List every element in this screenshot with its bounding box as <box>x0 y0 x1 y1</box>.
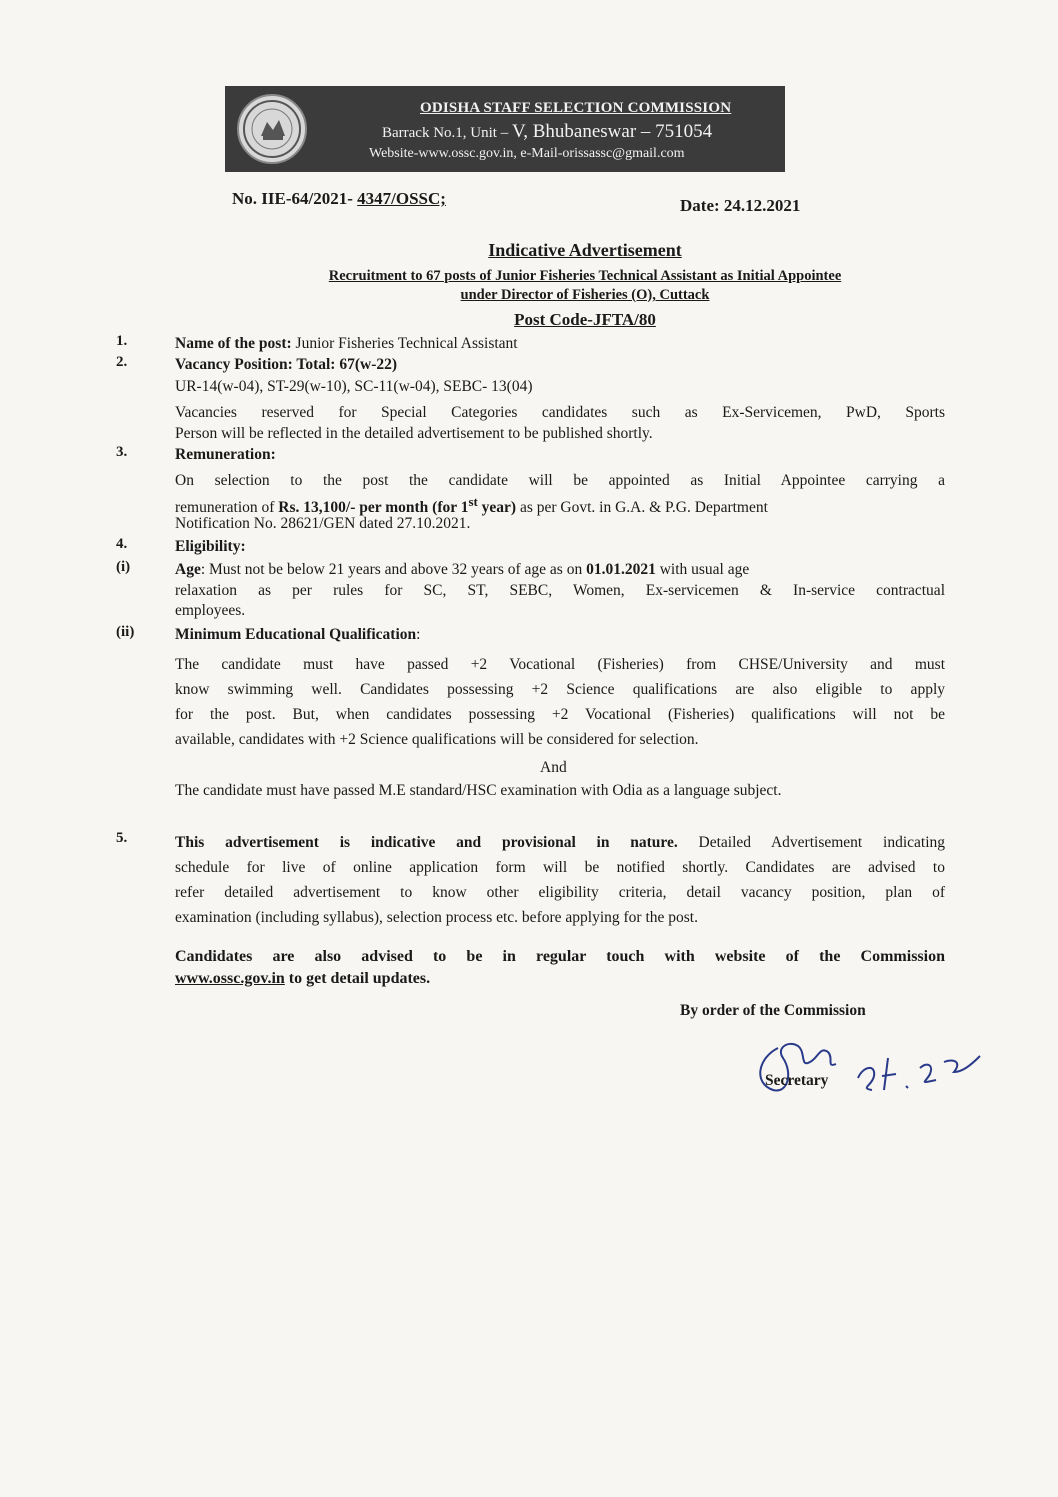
qualification-line: The candidate must have passed +2 Vocational (Fisheries) from CHSE/University and must <box>175 656 945 673</box>
closing-advice-line: Candidates are also advised to be in regular touch with website of the Commission <box>175 948 945 965</box>
provisional-note-line: schedule for live of online application form will be notified shortly. Candidates are advised to <box>175 859 945 876</box>
eligibility-label: Eligibility: <box>175 538 246 555</box>
qualification-label: Minimum Educational Qualification: <box>175 626 421 643</box>
post-name: Name of the post: Junior Fisheries Technical Assistant <box>175 335 518 352</box>
reference-number: No. IIE-64/2021- 4347/OSSC; <box>232 189 446 208</box>
section-number: 2. <box>116 354 128 370</box>
remuneration-line: On selection to the post the candidate will be appointed as Initial Appointee carrying a <box>175 472 945 489</box>
closing-advice-line: www.ossc.gov.in to get detail updates. <box>175 970 431 987</box>
section-number: 5. <box>116 830 128 846</box>
qualification-line: know swimming well. Candidates possessing +2 Science qualifications are also eligible to apply <box>175 681 945 698</box>
provisional-note-line: This advertisement is indicative and provisional in nature. Detailed Advertisement indicating <box>175 834 946 851</box>
section-number: 1. <box>116 333 128 349</box>
vacancy-breakup: UR-14(w-04), ST-29(w-10), SC-11(w-04), SEBC- 13(04) <box>175 378 533 395</box>
qualification-line: available, candidates with +2 Science qualifications will be considered for selection. <box>175 731 699 748</box>
subsection-number: (ii) <box>116 624 135 640</box>
provisional-note-line: refer detailed advertisement to know other eligibility criteria, detail vacancy position, plan of <box>175 884 945 901</box>
subsection-number: (i) <box>116 559 131 575</box>
vacancy-total: Vacancy Position: Total: 67(w-22) <box>175 356 398 373</box>
document-subheading-1: Recruitment to 67 posts of Junior Fisheries Technical Assistant as Initial Appointee <box>328 268 842 284</box>
signatory-designation: Secretary <box>765 1072 829 1089</box>
age-criteria-line: employees. <box>175 602 246 619</box>
age-criteria-line: relaxation as per rules for SC, ST, SEBC, Women, Ex-servicemen & In-service contractual <box>175 582 945 599</box>
government-seal-icon <box>237 94 307 164</box>
letterhead <box>225 86 785 172</box>
remuneration-line: Notification No. 28621/GEN dated 27.10.2021. <box>175 515 471 532</box>
organization-name: ODISHA STAFF SELECTION COMMISSION <box>420 100 732 116</box>
remuneration-line: remuneration of Rs. 13,100/- per month (for 1st year) as per Govt. in G.A. & P.G. Department <box>175 494 768 517</box>
document-heading: Indicative Advertisement <box>488 240 682 260</box>
organization-address: Barrack No.1, Unit – V, Bhubaneswar – 751054 <box>382 121 713 142</box>
document-subheading-2: under Director of Fisheries (O), Cuttack <box>460 287 710 303</box>
reference-date: Date: 24.12.2021 <box>680 196 801 215</box>
post-code: Post Code-JFTA/80 <box>514 310 656 329</box>
and-connector: And <box>540 759 567 776</box>
remuneration-label: Remuneration: <box>175 446 276 463</box>
age-criteria-line: Age: Must not be below 21 years and above 32 years of age as on 01.01.2021 with usual age <box>175 561 750 578</box>
order-of-commission: By order of the Commission <box>680 1002 866 1019</box>
qualification-line: The candidate must have passed M.E standard/HSC examination with Odia as a language subject. <box>175 782 782 799</box>
website-link[interactable]: www.ossc.gov.in <box>175 970 285 987</box>
section-number: 3. <box>116 444 128 460</box>
qualification-line: for the post. But, when candidates possessing +2 Vocational (Fisheries) qualifications will not be <box>175 706 945 723</box>
vacancy-note-line: Person will be reflected in the detailed advertisement to be published shortly. <box>175 425 653 442</box>
provisional-note-line: examination (including syllabus), selection process etc. before applying for the post. <box>175 909 698 926</box>
organization-contact: Website-www.ossc.gov.in, e-Mail-orissassc@gmail.com <box>369 146 685 161</box>
section-number: 4. <box>116 536 128 552</box>
vacancy-note-line: Vacancies reserved for Special Categories candidates such as Ex-Servicemen, PwD, Sports <box>175 404 945 421</box>
